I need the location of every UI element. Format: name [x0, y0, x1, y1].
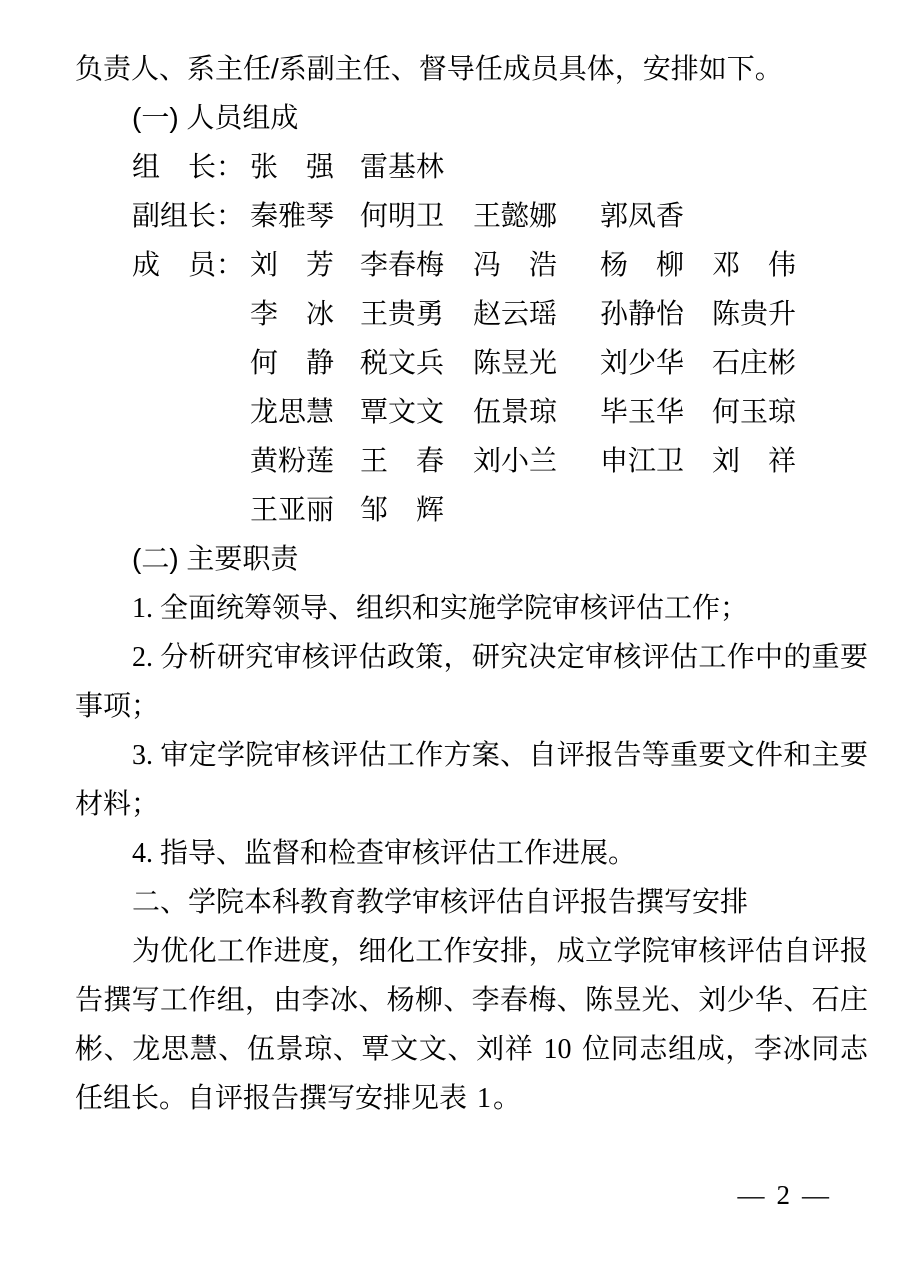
inline-number: 1: [477, 1083, 492, 1114]
duty-text: 指导、监督和检查审核评估工作进展。: [160, 837, 637, 868]
name-cell: 陈贵升: [712, 298, 797, 329]
duty-number: 4.: [132, 838, 153, 869]
roster-label-empty: [132, 436, 250, 485]
roster-row-members-2: [132, 289, 868, 338]
paragraph-text: 彬、龙思慧、伍景琼、覃文文、刘祥: [75, 1033, 534, 1064]
roster-row-members-5: [132, 436, 868, 485]
name-cell: 刘小兰: [473, 445, 558, 476]
duty-item-4: [75, 828, 868, 877]
footer-dash-left: —: [737, 1180, 765, 1210]
name-cell: 李春梅: [360, 249, 445, 280]
duty-item-2: [75, 632, 868, 681]
roster-row-members-1: [132, 240, 868, 289]
name-cell: 何明卫: [360, 200, 445, 231]
name-cell: 何玉琼: [712, 396, 797, 427]
name-cell: 李 冰: [250, 298, 335, 329]
roster-label-leader: 组 长：: [132, 151, 245, 182]
duty-text: 全面统筹领导、组织和实施学院审核评估工作；: [160, 592, 749, 623]
name-cell: 毕玉华: [600, 396, 685, 427]
name-cell: 赵云瑶: [473, 298, 558, 329]
duty-text: 审定学院审核评估工作方案、自评报告等重要文件和主要: [160, 739, 868, 770]
name-cell: 刘 祥: [712, 445, 797, 476]
name-cell: 孙静怡: [600, 298, 685, 329]
duty-number: 1.: [132, 593, 153, 624]
roster-row-members-6: [132, 485, 868, 534]
duty-item-3: [75, 730, 868, 779]
roster-row-members-3: [132, 338, 868, 387]
intro-line: 负责人、系主任/系副主任、督导任成员具体，安排如下。: [75, 53, 783, 84]
name-cell: 邓 伟: [712, 249, 797, 280]
roster-row-leader: [132, 142, 868, 191]
paragraph-text: 任组长。自评报告撰写安排见表: [75, 1082, 468, 1113]
name-cell: 郭凤香: [600, 200, 685, 231]
roster-label-deputy: 副组长：: [132, 200, 245, 231]
name-cell: 石庄彬: [712, 347, 797, 378]
duty-number: 2.: [132, 642, 153, 673]
name-cell: 张 强: [250, 151, 335, 182]
section-3-heading: 二、学院本科教育教学审核评估自评报告撰写安排: [132, 886, 749, 917]
paragraph-line-4: [75, 1073, 868, 1122]
roster-label-empty: [132, 485, 250, 534]
section-2-heading: (二) 主要职责: [132, 543, 299, 574]
roster-label-members: 成 员：: [132, 249, 245, 280]
name-cell: 刘少华: [600, 347, 685, 378]
paragraph-text: 位同志组成，李冰同志: [581, 1033, 868, 1064]
footer-page-number: 2: [776, 1180, 790, 1210]
roster-row-deputy: [132, 191, 868, 240]
name-cell: 覃文文: [360, 396, 445, 427]
duty-item-2-continuation: 事项；: [75, 690, 160, 721]
name-cell: 税文兵: [360, 347, 445, 378]
name-cell: 何 静: [250, 347, 335, 378]
name-cell: 秦雅琴: [250, 200, 335, 231]
name-cell: 王贵勇: [360, 298, 445, 329]
name-cell: 伍景琼: [473, 396, 558, 427]
duty-number: 3.: [132, 740, 153, 771]
name-cell: 龙思慧: [250, 396, 335, 427]
roster-label-empty: [132, 387, 250, 436]
name-cell: 王亚丽: [250, 494, 335, 525]
paragraph-text: 。: [493, 1082, 522, 1113]
duty-item-1: [75, 583, 868, 632]
duty-text: 分析研究审核评估政策，研究决定审核评估工作中的重要: [160, 641, 868, 672]
paragraph-line-2: 告撰写工作组，由李冰、杨柳、李春梅、陈昱光、刘少华、石庄: [75, 984, 868, 1015]
roster-row-members-4: [132, 387, 868, 436]
section-1-heading: (一) 人员组成: [132, 102, 299, 133]
footer-dash-right: —: [802, 1180, 829, 1210]
name-cell: 雷基林: [360, 151, 445, 182]
name-cell: 申江卫: [600, 445, 685, 476]
roster-label-empty: [132, 289, 250, 338]
inline-number: 10: [543, 1034, 572, 1065]
duty-item-3-continuation: 材料；: [75, 788, 160, 819]
name-cell: 王 春: [360, 445, 445, 476]
name-cell: 冯 浩: [473, 249, 558, 280]
name-cell: 王懿娜: [473, 200, 558, 231]
name-cell: 黄粉莲: [250, 445, 335, 476]
page-footer: [732, 1180, 836, 1210]
paragraph-line-3: [75, 1024, 868, 1073]
name-cell: 杨 柳: [600, 249, 685, 280]
name-cell: 刘 芳: [250, 249, 335, 280]
paragraph-line-1: 为优化工作进度，细化工作安排，成立学院审核评估自评报: [132, 935, 868, 966]
name-cell: 邹 辉: [360, 494, 445, 525]
roster-label-empty: [132, 338, 250, 387]
name-cell: 陈昱光: [473, 347, 558, 378]
